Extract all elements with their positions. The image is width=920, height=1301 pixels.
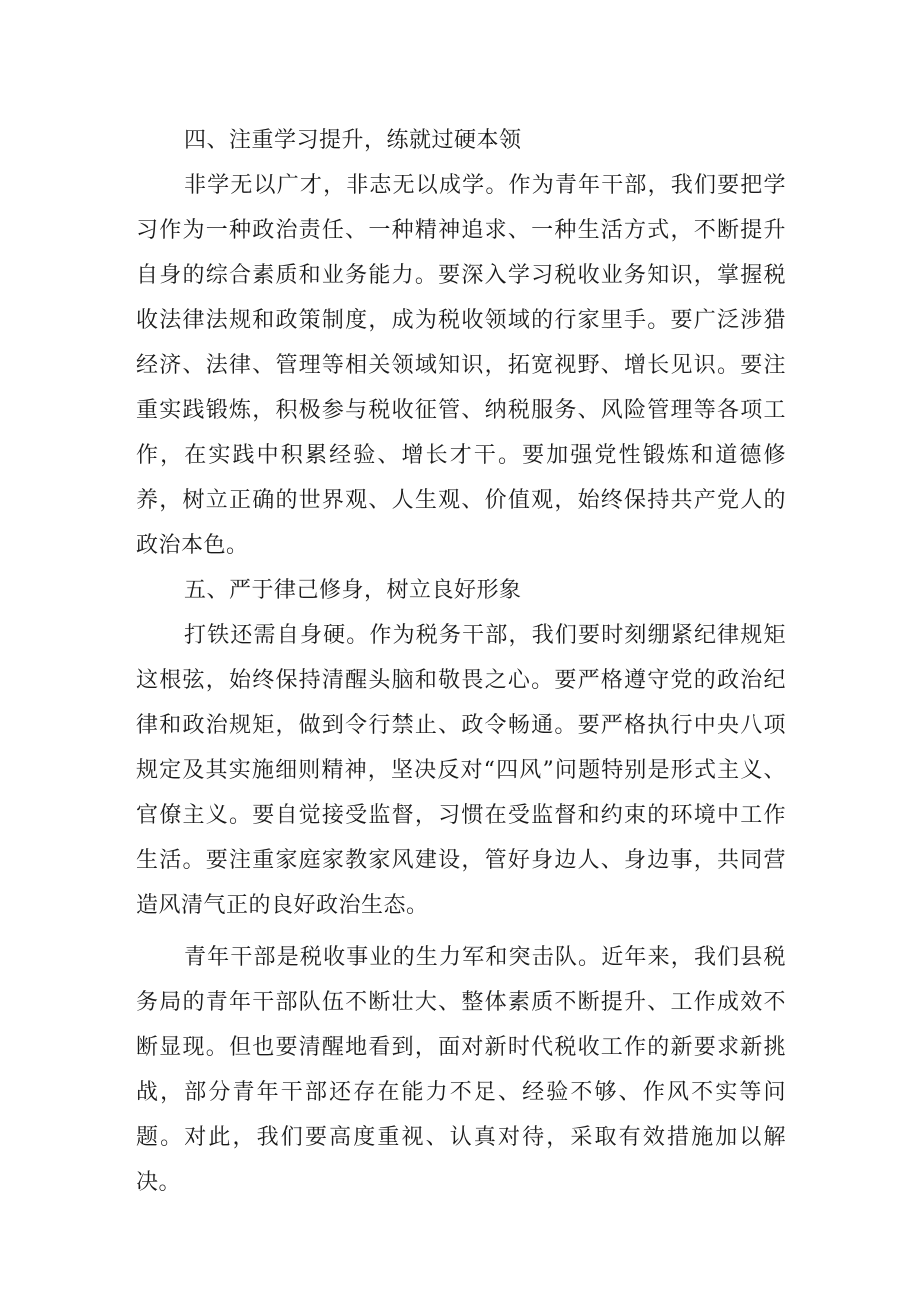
closing-paragraph: 青年干部是税收事业的生力军和突击队。近年来，我们县税务局的青年干部队伍不断壮大、整体素质不断提升、工作成效不断显现。但也要清醒地看到，面对新时代税收工作的新要求新挑战，部分青年干部还存在能力不足、经验不够、作风不实等问题。对此，我们要高度重视、认真对待，采取有效措施加以解决。 [136, 945, 786, 1195]
section-paragraph-4: 非学无以广才，非志无以成学。作为青年干部，我们要把学习作为一种政治责任、一种精神追求、一种生活方式，不断提升自身的综合素质和业务能力。要深入学习税收业务知识，掌握税收法律法规和政策制度，成为税收领域的行家里手。要广泛涉猎经济、法律、管理等相关领域知识，拓宽视野、增长见识。要注重实践锻炼，积极参与税收征管、纳税服务、风险管理等各项工作，在实践中积累经验、增长才干。要加强党性锻炼和道德修养，树立正确的世界观、人生观、价值观，始终保持共产党人的政治本色。 [136, 173, 786, 558]
section-paragraph-5: 打铁还需自身硬。作为税务干部，我们要时刻绷紧纪律规矩这根弦，始终保持清醒头脑和敬畏之心。要严格遵守党的政治纪律和政治规矩，做到令行禁止、政令畅通。要严格执行中央八项规定及其实施细则精神，坚决反对“四风”问题特别是形式主义、官僚主义。要自觉接受监督，习惯在受监督和约束的环境中工作生活。要注重家庭家教家风建设，管好身边人、身边事，共同营造风清气正的良好政治生态。 [136, 623, 786, 918]
paragraph-spacer [136, 928, 786, 935]
section-heading-4: 四、注重学习提升，练就过硬本领 [184, 128, 522, 153]
section-heading-5: 五、严于律己修身，树立良好形象 [184, 578, 522, 603]
document-body [136, 118, 786, 1205]
